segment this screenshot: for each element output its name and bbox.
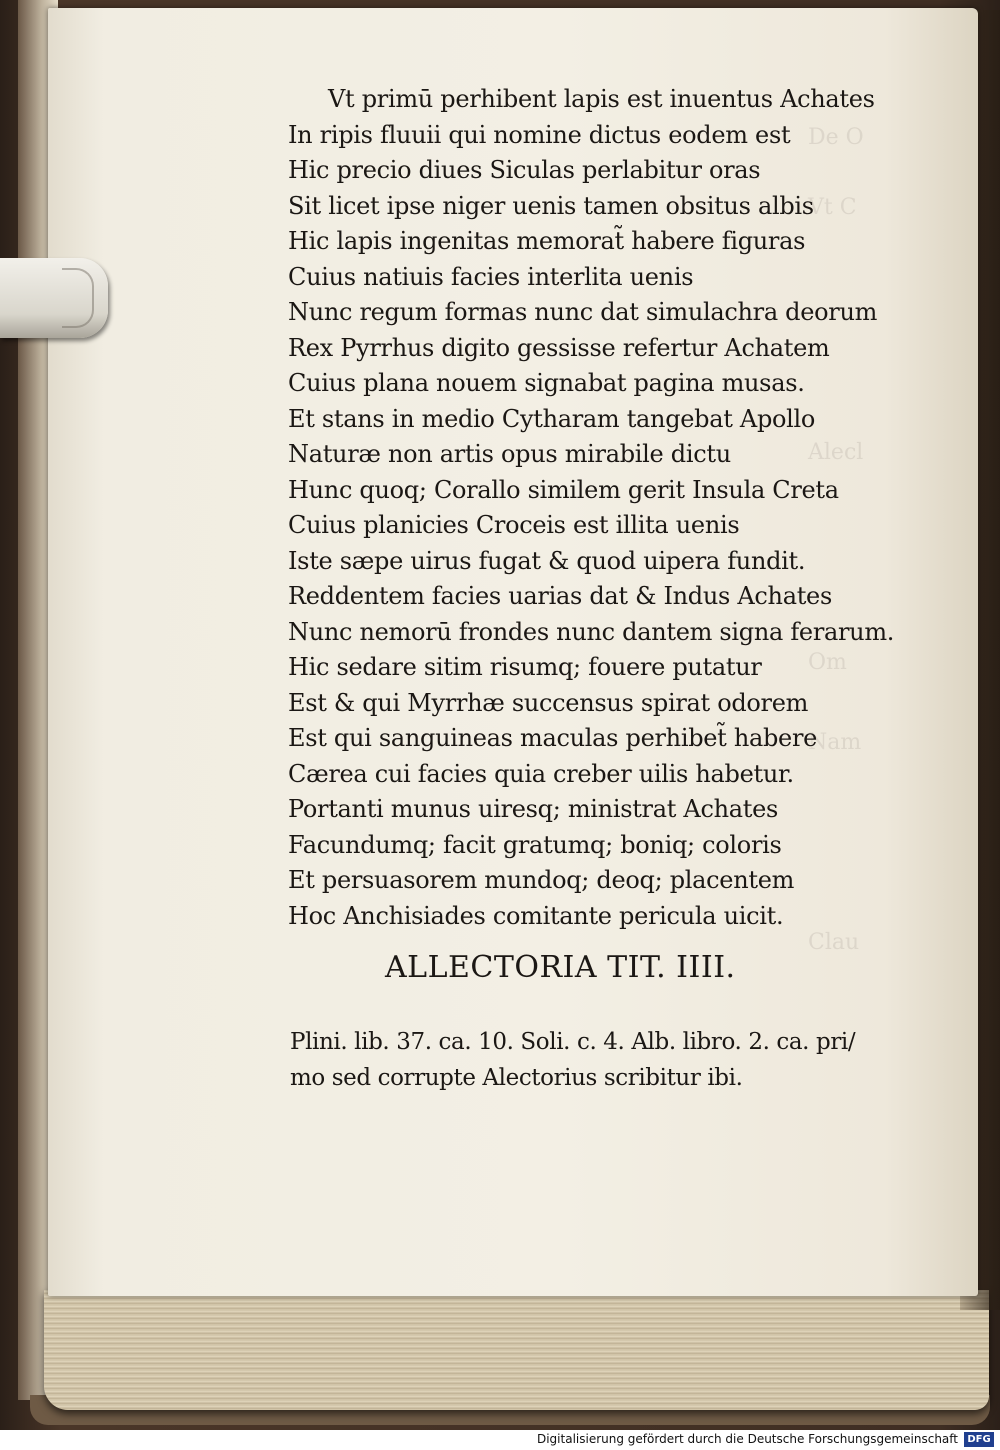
- verse-line: Est & qui Myrrhæ succensus spirat odorem: [288, 688, 809, 717]
- verse-line: Est qui sanguineas maculas perhibet̃ habere: [288, 724, 818, 752]
- verse-line: Hic sedare sitim risumq; fouere putatur: [288, 653, 762, 681]
- page-block-edge: [44, 1290, 989, 1410]
- verse-line: Cuius natiuis facies interlita uenis: [288, 262, 694, 291]
- verse-line: Hic lapis ingenitas memorat̃ habere figuras: [288, 227, 806, 255]
- verse-line: In ripis fluuii qui nomine dictus eodem est: [288, 120, 791, 149]
- verse-line: Facundumq; facit gratumq; boniq; coloris: [288, 830, 782, 859]
- footer-credit: Digitalisierung gefördert durch die Deutsche Forschungsgemeinschaft: [536, 1432, 958, 1446]
- verse-line: Rex Pyrrhus digito gessisse refertur Achatem: [288, 333, 830, 362]
- verse-line: Hic precio diues Siculas perlabitur oras: [288, 156, 761, 184]
- citation-line: mo sed corrupte Alectorius scribitur ibi.: [290, 1065, 743, 1091]
- verse-line: Nunc regum formas nunc dat simulachra deorum: [288, 298, 878, 326]
- bleed-through-mark: Nam: [808, 730, 862, 755]
- bleed-through-mark: Om: [808, 650, 847, 675]
- verse-line: Iste sæpe uirus fugat & quod uipera fundit.: [288, 546, 806, 575]
- verse-line: Reddentem facies uarias dat & Indus Achates: [288, 582, 832, 610]
- section-heading: ALLECTORIA TIT. IIII.: [385, 950, 736, 985]
- verse-line: Cuius planicies Croceis est illita uenis: [288, 511, 740, 539]
- dfg-logo: DFG: [964, 1432, 994, 1447]
- verse-line: Hunc quoq; Corallo similem gerit Insula Creta: [288, 475, 839, 504]
- citation-block: [290, 1024, 880, 1096]
- bleed-through-mark: De O: [808, 125, 864, 150]
- verse-line: Cærea cui facies quia creber uilis habetur.: [288, 759, 794, 788]
- verse-line: Et persuasorem mundoq; deoq; placentem: [288, 866, 795, 894]
- verse-line: Sit licet ipse niger uenis tamen obsitus albis: [288, 191, 814, 220]
- verse-line: Nunc nemorū frondes nunc dantem signa ferarum.: [288, 617, 895, 646]
- verse-line: Et stans in medio Cytharam tangebat Apollo: [288, 404, 816, 433]
- page-clip: [0, 258, 108, 338]
- verse-line: Naturæ non artis opus mirabile dictu: [288, 440, 731, 468]
- bleed-through-mark: Clau: [808, 930, 860, 955]
- bleed-through-mark: Vt C: [808, 195, 857, 220]
- verse-line: Cuius plana nouem signabat pagina musas.: [288, 369, 805, 397]
- page-clip-inner: [62, 268, 94, 328]
- verse-line: Vt primū perhibent lapis est inuentus Achates: [328, 85, 875, 113]
- verse-block: [288, 82, 895, 934]
- verse-line: Portanti munus uiresq; ministrat Achates: [288, 795, 779, 823]
- citation-line: Plini. lib. 37. ca. 10. Soli. c. 4. Alb. libro. 2. ca. pri/: [290, 1029, 856, 1055]
- bleed-through-mark: Alecl: [808, 440, 864, 465]
- verse-line: Hoc Anchisiades comitante pericula uicit.: [288, 901, 784, 930]
